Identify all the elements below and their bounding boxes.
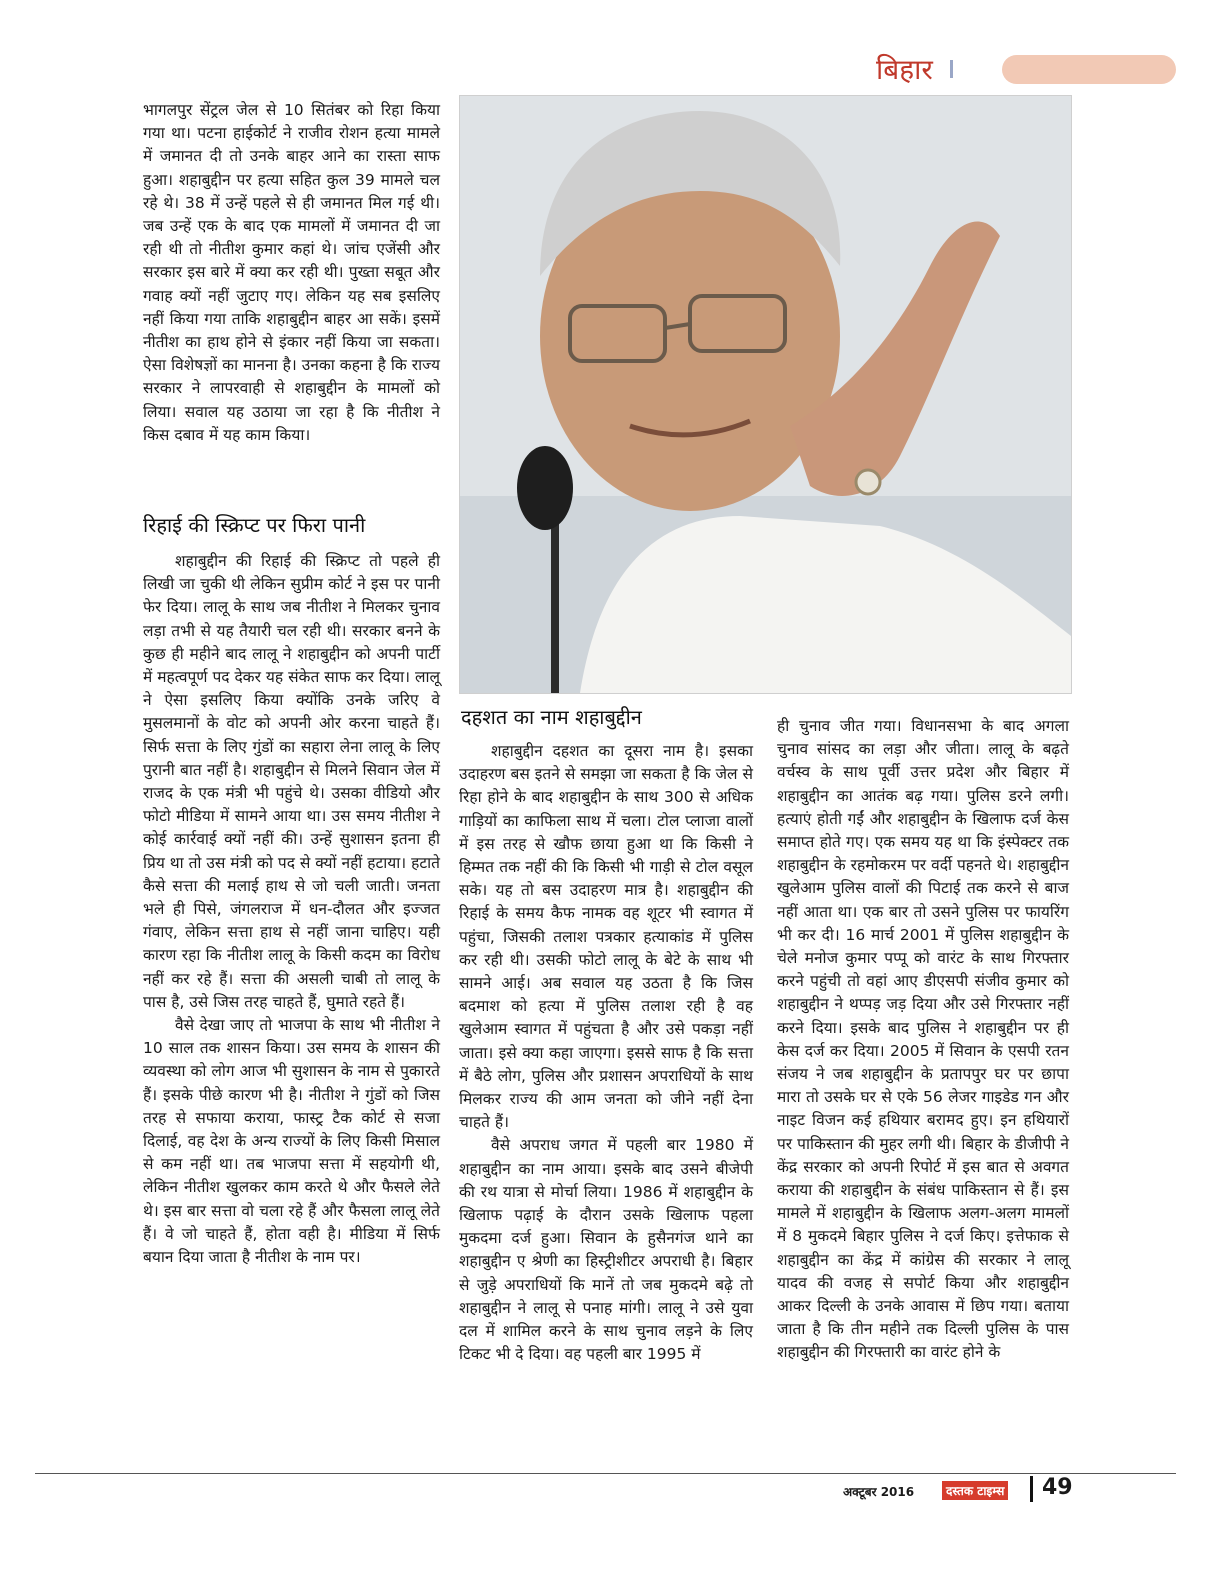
article-column-3 — [777, 715, 1069, 1365]
footer-separator — [1030, 1476, 1033, 1502]
section-decoration — [1002, 55, 1176, 84]
article-photo — [459, 95, 1072, 694]
magazine-name: दस्तक टाइम्स — [942, 1481, 1008, 1500]
article-column-1 — [143, 99, 440, 447]
paragraph: शहाबुद्दीन दहशत का दूसरा नाम है। इसका उदाहरण बस इतने से समझा जा सकता है कि जेल से रिहा होने के बाद शहाबुद्दीन के साथ 300 से अधिक गाड़ियों का काफिला साथ में चला। टोल प्लाजा वालों में इस तरह से खौफ छाया हुआ था कि किसी ने हिम्मत तक नहीं की कि किसी भी गाड़ी से टोल वसूल सके। यह तो बस उदाहरण मात्र है। शहाबुद्दीन की रिहाई के समय कैफ नामक वह शूटर भी स्वागत में पहुंचा, जिसकी तलाश पत्रकार हत्याकांड में पुलिस कर रही थी। उसकी फोटो लालू के बेटे के साथ भी सामने आई। अब सवाल यह उठता है कि जिस बदमाश को हत्या में पुलिस तलाश रही है वह खुलेआम स्वागत में पहुंचता है और उसे पकड़ा नहीं जाता। इसे क्या कहा जाएगा। इससे साफ है कि सत्ता में बैठे लोग, पुलिस और प्रशासन अपराधियों के साथ मिलकर राज्य की आम जनता को जीने नहीं देना चाहते हैं। — [459, 742, 753, 1132]
paragraph: भागलपुर सेंट्रल जेल से 10 सितंबर को रिहा किया गया था। पटना हाईकोर्ट ने राजीव रोशन हत्या मामले में जमानत दी तो उनके बाहर आने का रास्ता साफ हुआ। शहाबुद्दीन पर हत्या सहित कुल 39 मामले चल रहे थे। 38 में उन्हें पहले से ही जमानत मिल गई थी। जब उन्हें एक के बाद एक मामलों में जमानत दी जा रही थी तो नीतीश कुमार कहां थे। जांच एजेंसी और सरकार इस बारे में क्या कर रही थी। पुख्ता सबूत और गवाह क्यों नहीं जुटाए गए। लेकिन यह सब इसलिए नहीं किया गया ताकि शहाबुद्दीन बाहर आ सकें। इसमें नीतीश का हाथ होने से इंकार नहीं किया जा सकता। ऐसा विशेषज्ञों का मानना है। उनका कहना है कि राज्य सरकार ने लापरवाही से शहाबुद्दीन के मामलों को लिया। सवाल यह उठाया जा रहा है कि नीतीश ने किस दबाव में यह काम किया। — [143, 101, 440, 444]
paragraph: शहाबुद्दीन की रिहाई की स्क्रिप्ट तो पहले ही लिखी जा चुकी थी लेकिन सुप्रीम कोर्ट ने इस पर पानी फेर दिया। लालू के साथ जब नीतीश ने मिलकर चुनाव लड़ा तभी से यह तैयारी चल रही थी। सरकार बनने के कुछ ही महीने बाद लालू ने शहाबुद्दीन को अपनी पार्टी में महत्वपूर्ण पद देकर यह संकेत साफ कर दिया। लालू ने ऐसा इसलिए किया क्योंकि उनके जरिए वे मुसलमानों के वोट को अपनी ओर करना चाहते हैं। सिर्फ सत्ता के लिए गुंडों का सहारा लेना लालू के लिए पुरानी बात नहीं है। शहाबुद्दीन से मिलने सिवान जेल में राजद के एक मंत्री भी पहुंचे थे। उसका वीडियो और फोटो मीडिया में सामने आया था। उस समय नीतीश ने कोई कार्रवाई क्यों नहीं की। उन्हें सुशासन इतना ही प्रिय था तो उस मंत्री को पद से क्यों नहीं हटाया। हटाते कैसे सत्ता की मलाई हाथ से जो चली जाती। जनता भले ही पिसे, जंगलराज में धन-दौलत और इज्जत गंवाए, लेकिन सत्ता हाथ से नहीं जाना चाहिए। यही कारण रहा कि नीतीश लालू के किसी कदम का विरोध नहीं कर रहे हैं। सत्ता की असली चाबी तो लालू के पास है, उसे जिस तरह चाहते हैं, घुमाते रहते हैं। — [143, 552, 441, 1011]
subheading-script: रिहाई की स्क्रिप्ट पर फिरा पानी — [143, 513, 366, 537]
section-divider — [950, 60, 953, 78]
portrait-illustration — [460, 96, 1071, 693]
page-number: 49 — [1042, 1475, 1073, 1500]
article-column-1-continued — [143, 550, 440, 1269]
subheading-terror: दहशत का नाम शहाबुद्दीन — [461, 705, 642, 729]
article-column-2 — [459, 740, 753, 1366]
footer-divider — [35, 1473, 1176, 1474]
paragraph: ही चुनाव जीत गया। विधानसभा के बाद अगला चुनाव सांसद का लड़ा और जीता। लालू के बढ़ते वर्चस्व के साथ पूर्वी उत्तर प्रदेश और बिहार में शहाबुद्दीन का आतंक बढ़ गया। पुलिस डरने लगी। हत्याएं होती गईं और शहाबुद्दीन के खिलाफ दर्ज केस समाप्त होते गए। एक समय यह था कि इंस्पेक्टर तक शहाबुद्दीन के रहमोकरम पर वर्दी पहनते थे। शहाबुद्दीन खुलेआम पुलिस वालों की पिटाई तक करने से बाज नहीं आता था। एक बार तो उसने पुलिस पर फायरिंग भी कर दी। 16 मार्च 2001 में पुलिस शहाबुद्दीन के चेले मनोज कुमार पप्पू को वारंट के साथ गिरफ्तार करने पहुंची तो वहां आए डीएसपी संजीव कुमार को शहाबुद्दीन ने थप्पड़ जड़ दिया और उसे गिरफ्तार नहीं करने दिया। इसके बाद पुलिस ने शहाबुद्दीन पर ही केस दर्ज कर दिया। 2005 में सिवान के एसपी रतन संजय ने जब शहाबुद्दीन के प्रतापपुर घर पर छापा मारा तो उसके घर से एके 56 लेजर गाइडेड गन और नाइट विजन कई हथियार बरामद हुए। इन हथियारों पर पाकिस्तान की मुहर लगी थी। बिहार के डीजीपी ने केंद्र सरकार को अपनी रिपोर्ट में इस बात से अवगत कराया की शहाबुद्दीन के संबंध पाकिस्तान से हैं। इस मामले में शहाबुद्दीन के खिलाफ अलग-अलग मामलों में 8 मुकदमे बिहार पुलिस ने दर्ज किए। इत्तेफाक से शहाबुद्दीन का केंद्र में कांग्रेस की सरकार ने लालू यादव की वजह से सपोर्ट किया और शहाबुद्दीन आकर दिल्ली के उनके आवास में छिप गया। बताया जाता है कि तीन महीने तक दिल्ली पुलिस के पास शहाबुद्दीन की गिरफ्तारी का वारंट होने के — [777, 717, 1069, 1362]
issue-date: अक्टूबर 2016 — [843, 1485, 915, 1499]
section-title: बिहार — [876, 53, 933, 86]
paragraph: वैसे अपराध जगत में पहली बार 1980 में शहाबुद्दीन का नाम आया। इसके बाद उसने बीजेपी की रथ यात्रा से मोर्चा लिया। 1986 में शहाबुद्दीन के खिलाफ पढ़ाई के दौरान उसके खिलाफ पहला मुकदमा दर्ज हुआ। सिवान के हुसैनगंज थाने का शहाबुद्दीन ए श्रेणी का हिस्ट्रीशीटर अपराधी है। बिहार से जुड़े अपराधियों कि मानें तो जब मुकदमे बढ़े तो शहाबुद्दीन ने लालू से पनाह मांगी। लालू ने उसे युवा दल में शामिल करने के साथ चुनाव लड़ने के लिए टिकट भी दे दिया। वह पहली बार 1995 में — [459, 1136, 753, 1364]
paragraph: वैसे देखा जाए तो भाजपा के साथ भी नीतीश ने 10 साल तक शासन किया। उस समय के शासन की व्यवस्था को लोग आज भी सुशासन के नाम से पुकारते हैं। इसके पीछे कारण भी है। नीतीश ने गुंडों को जिस तरह से सफाया कराया, फास्ट्र टैक कोर्ट से सजा दिलाई, वह देश के अन्य राज्यों के लिए किसी मिसाल से कम नहीं था। तब भाजपा सत्ता में सहयोगी थी, लेकिन नीतीश खुलकर काम करते थे और फैसले लेते थे। इस बार सत्ता वो चला रहे हैं और फैसला लालू लेते हैं। वे जो चाहते हैं, होता वही है। मीडिया में सिर्फ बयान दिया जाता है नीतीश के नाम पर। — [143, 1016, 440, 1267]
